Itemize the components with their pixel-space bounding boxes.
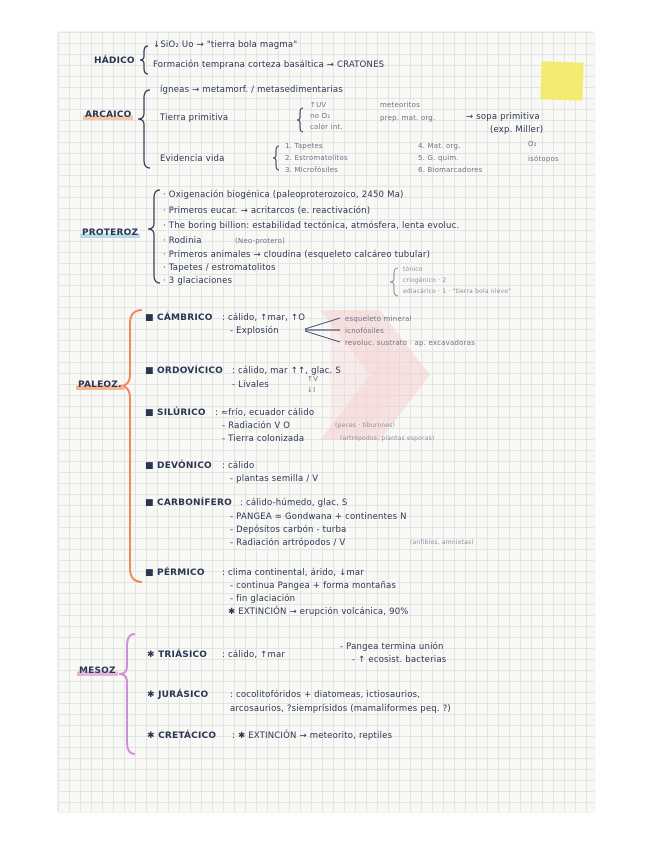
arcaico-evid-item: 3. Microfósiles: [285, 166, 338, 174]
arcaico-rocas: ígneas → metamorf. / metasedimentarias: [160, 85, 343, 95]
hadico-line-1: ↓SiO₂ Uo → "tierra bola magma": [153, 40, 298, 50]
carbonifero-d: - Radiación artrópodos / V: [230, 538, 346, 548]
carbonifero-a: : cálido-húmedo, glac. S: [240, 498, 348, 508]
arcaico-prep-mat: prep. mat. org.: [380, 114, 436, 122]
cretacico-a: : ✱ EXTINCIÓN → meteorito, reptiles: [232, 731, 393, 741]
arcaico-evidencia-label: Evidencia vida: [160, 154, 225, 164]
cambrico-explosion-item: esqueleto mineral: [345, 315, 412, 323]
period-jurasico: ✱ JURÁSICO: [147, 690, 209, 700]
proteroz-item: · Tapetes / estromatolitos: [163, 263, 276, 273]
era-paleoz: PALEOZ.: [78, 380, 122, 390]
proteroz-item: · Rodinia: [163, 236, 202, 246]
arcaico-tierra-label: Tierra primitiva: [160, 113, 229, 123]
period-cretacico: ✱ CRETÁCICO: [147, 731, 217, 741]
arcaico-isotopos: isótopos: [528, 155, 559, 163]
period-carbonifero: ■ CARBONÍFERO: [145, 498, 233, 508]
period-silurico: ■ SILÚRICO: [145, 408, 206, 418]
jurasico-a: : cocolitofóridos + diatomeas, ictiosaurios,: [230, 690, 421, 700]
era-mesoz: MESOZ: [79, 666, 116, 676]
arcaico-sopa: → sopa primitiva: [466, 112, 540, 122]
proteroz-item: · 3 glaciaciones: [163, 276, 233, 286]
proteroz-item: · Primeros animales → cloudina (esqueleto calcáreo tubular): [163, 250, 431, 260]
period-devonico: ■ DEVÓNICO: [145, 461, 212, 471]
arcaico-o2: O₂: [528, 140, 537, 148]
era-hadico: HÁDICO: [94, 56, 135, 66]
arcaico-tierra-item: ↑UV: [310, 101, 327, 109]
permico-c: - fin glaciación: [230, 594, 296, 604]
arcaico-meteoritos: meteoritos: [380, 101, 420, 109]
cambrico-explosion: - Explosión: [230, 326, 279, 336]
permico-d: ✱ EXTINCIÓN → erupción volcánica, 90%: [228, 607, 409, 617]
ordovicico-mark: ↓I: [307, 386, 316, 394]
silurico-b-note: (peces · tiburones): [335, 422, 396, 429]
silurico-b: - Radiación V O: [222, 421, 291, 431]
arcaico-evid-item: 2. Estromatolitos: [285, 154, 348, 162]
triasico-c: - ↑ ecosist. bacterias: [352, 655, 447, 665]
silurico-c: - Tierra colonizada: [222, 434, 305, 444]
arcaico-evid-item: 1. Tapetes: [285, 142, 323, 150]
cambrico-explosion-item: icnofósiles: [345, 327, 384, 335]
era-proteroz: PROTEROZ: [82, 228, 139, 238]
cambrico-explosion-item: revoluc. sustrato · ap. excavadoras: [345, 339, 475, 347]
permico-a: : clima continental, árido, ↓mar: [222, 568, 364, 578]
proteroz-glac: tónico: [403, 266, 423, 273]
arcaico-evid-item: 5. G. quim.: [418, 154, 459, 162]
sticky-note: [540, 61, 583, 100]
arcaico-exp: (exp. Miller): [490, 125, 544, 135]
period-ordovicico: ■ ORDOVÍCICO: [145, 366, 224, 376]
permico-b: - continua Pangea + forma montañas: [230, 581, 397, 591]
carbonifero-b: - PANGEA = Gondwana + continentes N: [230, 512, 407, 522]
arcaico-evid-item: 4. Mat. org.: [418, 142, 461, 150]
jurasico-b: arcosaurios, ?siemprísidos (mamaliformes peq. ?): [230, 704, 451, 714]
ordovicico-mark: ↑V: [307, 375, 319, 383]
period-triasico: ✱ TRIÁSICO: [147, 650, 208, 660]
carbonifero-d-note: (anfibios, amniotas): [410, 539, 474, 546]
ordovicico-b: - Livales: [232, 380, 269, 390]
cambrico-a: : cálido, ↑mar, ↑O: [222, 313, 306, 323]
period-cambrico: ■ CÁMBRICO: [145, 313, 213, 323]
arcaico-evid-item: 6. Biomarcadores: [418, 166, 483, 174]
proteroz-glac: criogénico · 2: [403, 277, 447, 284]
proteroz-rodinia-note: (Neo-protero): [235, 237, 286, 245]
triasico-a: : cálido, ↑mar: [222, 650, 286, 660]
devonico-a: : cálido: [222, 461, 255, 471]
era-arcaico: ARCAICO: [85, 110, 132, 120]
triasico-b: - Pangea termina unión: [340, 642, 444, 652]
arcaico-tierra-item: calor int.: [310, 123, 343, 131]
silurico-a: : ≈frío, ecuador cálido: [215, 408, 315, 418]
period-permico: ■ PÉRMICO: [145, 568, 205, 578]
proteroz-item: · Oxigenación biogénica (paleoproterozoico, 2450 Ma): [163, 190, 404, 200]
ordovicico-a: : cálido, mar ↑↑, glac. S: [232, 366, 341, 376]
devonico-b: - plantas semilla / V: [230, 474, 319, 484]
proteroz-item: · Primeros eucar. → acritarcos (e. reactivación): [163, 206, 371, 216]
silurico-c-note: (artrópodos, plantas esporas): [340, 435, 435, 442]
proteroz-item: · The boring billion: estabilidad tectónica, atmósfera, lenta evoluc.: [163, 221, 460, 231]
carbonifero-c: - Depósitos carbón - turba: [230, 525, 347, 535]
arcaico-tierra-item: no O₂: [310, 112, 331, 120]
hadico-line-2: Formación temprana corteza basáltica → CRATONES: [153, 60, 385, 70]
proteroz-glac: ediacárico · 1 · "tierra bola nieve": [403, 288, 512, 295]
